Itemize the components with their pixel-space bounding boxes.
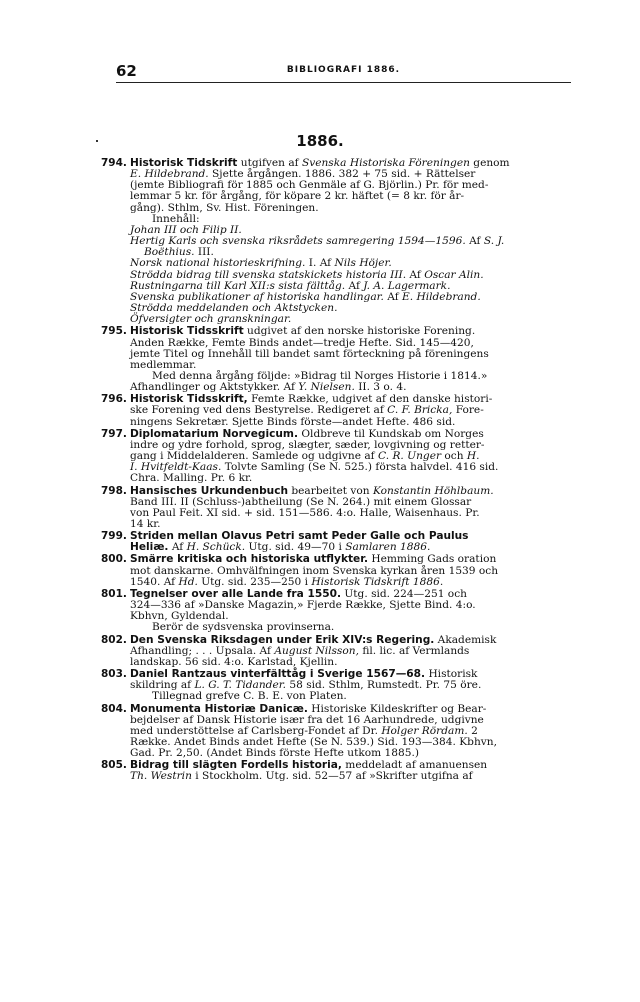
entry-text: Fore- <box>452 404 484 417</box>
author-name: J. A. Lagermark. <box>363 279 451 292</box>
author-name: S. J. <box>483 235 505 248</box>
entry-795 <box>101 325 585 394</box>
entry-title: Daniel Rantzaus vinterfälttåg i Sverige 1567—68. <box>130 668 426 681</box>
author-name: E. Hildebrand. <box>402 290 481 303</box>
entry-text: 58 sid. Sthlm, Rumstedt. Pr. 75 öre. <box>285 679 482 692</box>
running-head: BIBLIOGRAFI 1886. <box>286 65 401 75</box>
entry-number: 795. <box>101 325 127 338</box>
entry-805 <box>101 759 585 783</box>
entry-text: genom <box>469 157 510 169</box>
entry-title: Diplomatarium Norvegicum. <box>130 427 298 440</box>
entry-line: landskap. 56 sid. 4:o. Karlstad, Kjellin. <box>130 655 338 668</box>
journal-name: Historisk Tidskrift 1886. <box>311 575 444 588</box>
entry-line: (jemte Bibliografi för 1885 och Genmäle af G. Björlin.) Pr. för med- <box>130 179 489 192</box>
author-name: Th. Westrin <box>130 770 192 783</box>
entry-title: Bidrag till slägten Fordells historia, <box>130 759 342 772</box>
entry-799 <box>101 530 585 554</box>
entry-text: ske Forening ved dens Bestyrelse. Redigeret af <box>130 404 388 417</box>
author-name: Oscar Alin. <box>424 268 484 281</box>
entry-text: II. 3 o. 4. <box>354 381 407 394</box>
entry-line <box>130 486 585 497</box>
entry-text: med understöttelse af Carlsberg-Fondet af Dr. <box>130 724 382 737</box>
entry-text: I. Af <box>305 257 335 270</box>
entry-text: 2 <box>467 724 478 737</box>
entry-title: Historisk Tidsskrift, <box>130 393 248 406</box>
entry-number: 805. <box>101 759 127 772</box>
entry-line: gång). Sthlm, Sv. Hist. Föreningen. <box>130 201 319 214</box>
author-name: L. G. T. Tidander. <box>194 679 286 692</box>
entry-line: von Paul Feit. XI sid. + sid. 151—586. 4:o. Halle, Waisenhaus. Pr. <box>130 506 480 519</box>
contents-heading: Innehåll: <box>152 212 200 225</box>
entry-number: 802. <box>101 633 127 646</box>
entry-note: Tillegnad grefve C. B. E. von Platen. <box>152 690 347 703</box>
entry-text: 1540. Af <box>130 575 179 588</box>
entry-line: 14 kr. <box>130 518 161 530</box>
entry-line: Gad. Pr. 2,50. (Andet Binds förste Hefte utkom 1885.) <box>130 747 420 760</box>
entry-line: Band III. II (Schluss-)abtheilung (Se N. 264.) mit einem Glossar <box>130 495 472 508</box>
entry-text: Utg. sid. 224—251 och <box>341 587 467 600</box>
entry-number: 803. <box>101 668 127 681</box>
entry-text: Af <box>465 235 484 248</box>
entry-text: utgifven af <box>237 157 302 169</box>
entry-title: Historisk Tidsskrift <box>130 325 244 338</box>
contents-item: Johan III och Filip II. <box>130 223 242 236</box>
entry-text: bearbeitet von <box>288 484 373 497</box>
entry-line <box>130 771 585 782</box>
entry-800 <box>101 553 585 588</box>
entry-title: Heliæ. <box>130 541 169 554</box>
section-year: 1886. <box>296 132 344 150</box>
entry-number: 799. <box>101 530 127 543</box>
entry-line: bejdelser af Dansk Historie især fra det 16 Aarhundrede, udgivne <box>130 713 484 726</box>
entry-line: Række. Andet Binds andet Hefte (Se N. 539.) Sid. 193—384. Kbhvn, <box>130 735 497 748</box>
entry-note: Berör de sydsvenska provinserna. <box>152 621 335 634</box>
entry-text: III. <box>194 246 214 259</box>
entry-803 <box>101 668 585 703</box>
bibliography-list <box>101 157 585 784</box>
entry-title: Striden mellan Olavus Petri samt Peder Galle och Paulus <box>130 530 469 543</box>
entry-text: Afhandlinger og Aktstykker. Af <box>130 381 299 394</box>
entry-line <box>130 542 585 553</box>
entry-note: Med denna årgång följde: »Bidrag til Norges Historie i 1814.» <box>152 369 488 382</box>
entry-802 <box>101 633 585 668</box>
entry-number: 800. <box>101 553 127 566</box>
entry-title: Monumenta Historiæ Danicæ. <box>130 702 308 715</box>
entry-line: Kbhvn, Gyldendal. <box>130 610 229 623</box>
entry-line: medlemmar. <box>130 358 197 371</box>
article-title: Hertig Karls och svenska riksrådets samregering 1594—1596. <box>130 235 466 248</box>
entry-text: Utg. sid. 49—70 i <box>245 541 346 554</box>
author-name: Holger Rördam. <box>381 724 468 737</box>
entry-798 <box>101 484 585 531</box>
entry-text: Hemming Gads oration <box>367 553 497 566</box>
entry-text: Af <box>345 279 364 292</box>
entry-text: Afhandling; . . . Upsala. Af <box>130 644 275 657</box>
entry-number: 796. <box>101 393 127 406</box>
entry-line: jemte Titel og Innehåll till bandet samt förteckning på föreningens <box>130 347 489 360</box>
entry-line <box>130 405 585 416</box>
entry-line <box>130 554 585 565</box>
entry-text: Oldbreve til Kundskab om Norges <box>298 427 484 440</box>
entry-text: udgivet af den norske historiske Forening. <box>243 325 476 338</box>
entry-title: Tegnelser over alle Lande fra 1550. <box>130 587 341 600</box>
contents-item: Öfversigter och granskningar. <box>130 313 292 326</box>
entry-number: 794. <box>101 157 127 169</box>
author-name: August Nilsson, <box>274 644 359 657</box>
article-title: Svenska publikationer af historiska handlingar. <box>130 290 384 303</box>
entry-number: 801. <box>101 587 127 600</box>
entry-text: fil. lic. af Vermlands <box>358 644 470 657</box>
entry-text: i Stockholm. Utg. sid. 52—57 af »Skrifter utgifna af <box>191 770 473 783</box>
entry-line <box>130 326 585 337</box>
author-name: Y. Nielsen. <box>298 381 355 394</box>
entry-text: gang i Middelalderen. Samlede og udgivne af <box>130 450 378 463</box>
entry-text: Af <box>406 268 425 281</box>
entry-line: indre og ydre forhold, sprog, slægter, sæder, lovgivning og retter- <box>130 438 485 451</box>
entry-text: Akademisk <box>434 633 497 646</box>
journal-name: Samlaren 1886. <box>345 541 431 554</box>
author-name: Boëthius. <box>144 246 195 259</box>
entry-text: Af <box>168 541 187 554</box>
entry-line: ningens Sekretær. Sjette Binds förste—andet Hefte. 486 sid. <box>130 415 456 428</box>
entry-line: mot danskarne. Omhvälfningen inom Svenska kyrkan åren 1539 och <box>130 564 499 577</box>
entry-text: Femte Række, udgivet af den danske histori- <box>247 393 493 406</box>
entry-text: Tolvte Samling (Se N. 525.) första halvdel. 416 sid. <box>221 461 499 474</box>
author-name: Nils Höjer. <box>334 257 392 270</box>
entry-text: och <box>441 450 467 463</box>
editor-name: H. <box>466 450 480 463</box>
contents-item: Strödda meddelanden och Aktstycken. <box>130 302 338 315</box>
publisher-name: Svenska Historiska Föreningen <box>301 157 470 169</box>
entry-line: Chra. Malling. Pr. 6 kr. <box>130 472 253 485</box>
entry-title: Den Svenska Riksdagen under Erik XIV:s Regering. <box>130 633 435 646</box>
author-name: H. Schück. <box>186 541 246 554</box>
entry-794 <box>101 157 585 326</box>
entry-text: Historisk <box>425 668 478 681</box>
entry-title: Hansisches Urkundenbuch <box>130 484 289 497</box>
page-header <box>116 62 571 83</box>
entry-number: 804. <box>101 702 127 715</box>
entry-number: 797. <box>101 427 127 440</box>
entry-text: skildring af <box>130 679 195 692</box>
entry-796 <box>101 393 585 428</box>
editor-name: I. Hvitfeldt-Kaas. <box>130 461 222 474</box>
entry-text: Af <box>383 290 403 303</box>
entry-text: Sjette årgången. 1886. 382 + 75 sid. + Rättelser <box>208 168 476 181</box>
entry-title: Smärre kritiska och historiska utflykter. <box>130 553 368 566</box>
entry-line <box>130 382 585 393</box>
editor-name: Konstantin Höhlbaum. <box>372 484 494 497</box>
entry-line <box>130 577 585 588</box>
page-number: 62 <box>116 62 137 80</box>
article-title: Rustningarna till Karl XII:s sista fälttåg. <box>130 279 346 292</box>
entry-line: Anden Række, Femte Binds andet—tredje Hefte. Sid. 145—420, <box>130 336 474 349</box>
entry-text: meddeladt af amanuensen <box>341 759 488 772</box>
editor-name: C. F. Bricka, <box>387 404 453 417</box>
entry-text: Historiske Kildeskrifter og Bear- <box>307 702 487 715</box>
entry-804 <box>101 702 585 760</box>
entry-text: Utg. sid. 235—250 i <box>197 575 312 588</box>
entry-797 <box>101 427 585 485</box>
entry-number: 798. <box>101 484 127 497</box>
entry-line <box>130 704 585 715</box>
article-title: Strödda bidrag till svenska statskickets historia III. <box>130 268 407 281</box>
entry-line: lemmar 5 kr. för årgång, för köpare 2 kr. häftet (= 8 kr. för år- <box>130 190 465 203</box>
editor-name: C. R. Unger <box>377 450 442 463</box>
entry-801 <box>101 587 585 634</box>
author-name: Hd. <box>178 575 198 588</box>
editor-name: E. Hildebrand. <box>130 168 209 181</box>
entry-title: Historisk Tidskrift <box>130 157 238 169</box>
entry-line: 324—336 af »Danske Magazin,» Fjerde Række, Sjette Bind. 4:o. <box>130 599 476 612</box>
article-title: Norsk national historieskrifning. <box>130 257 306 270</box>
